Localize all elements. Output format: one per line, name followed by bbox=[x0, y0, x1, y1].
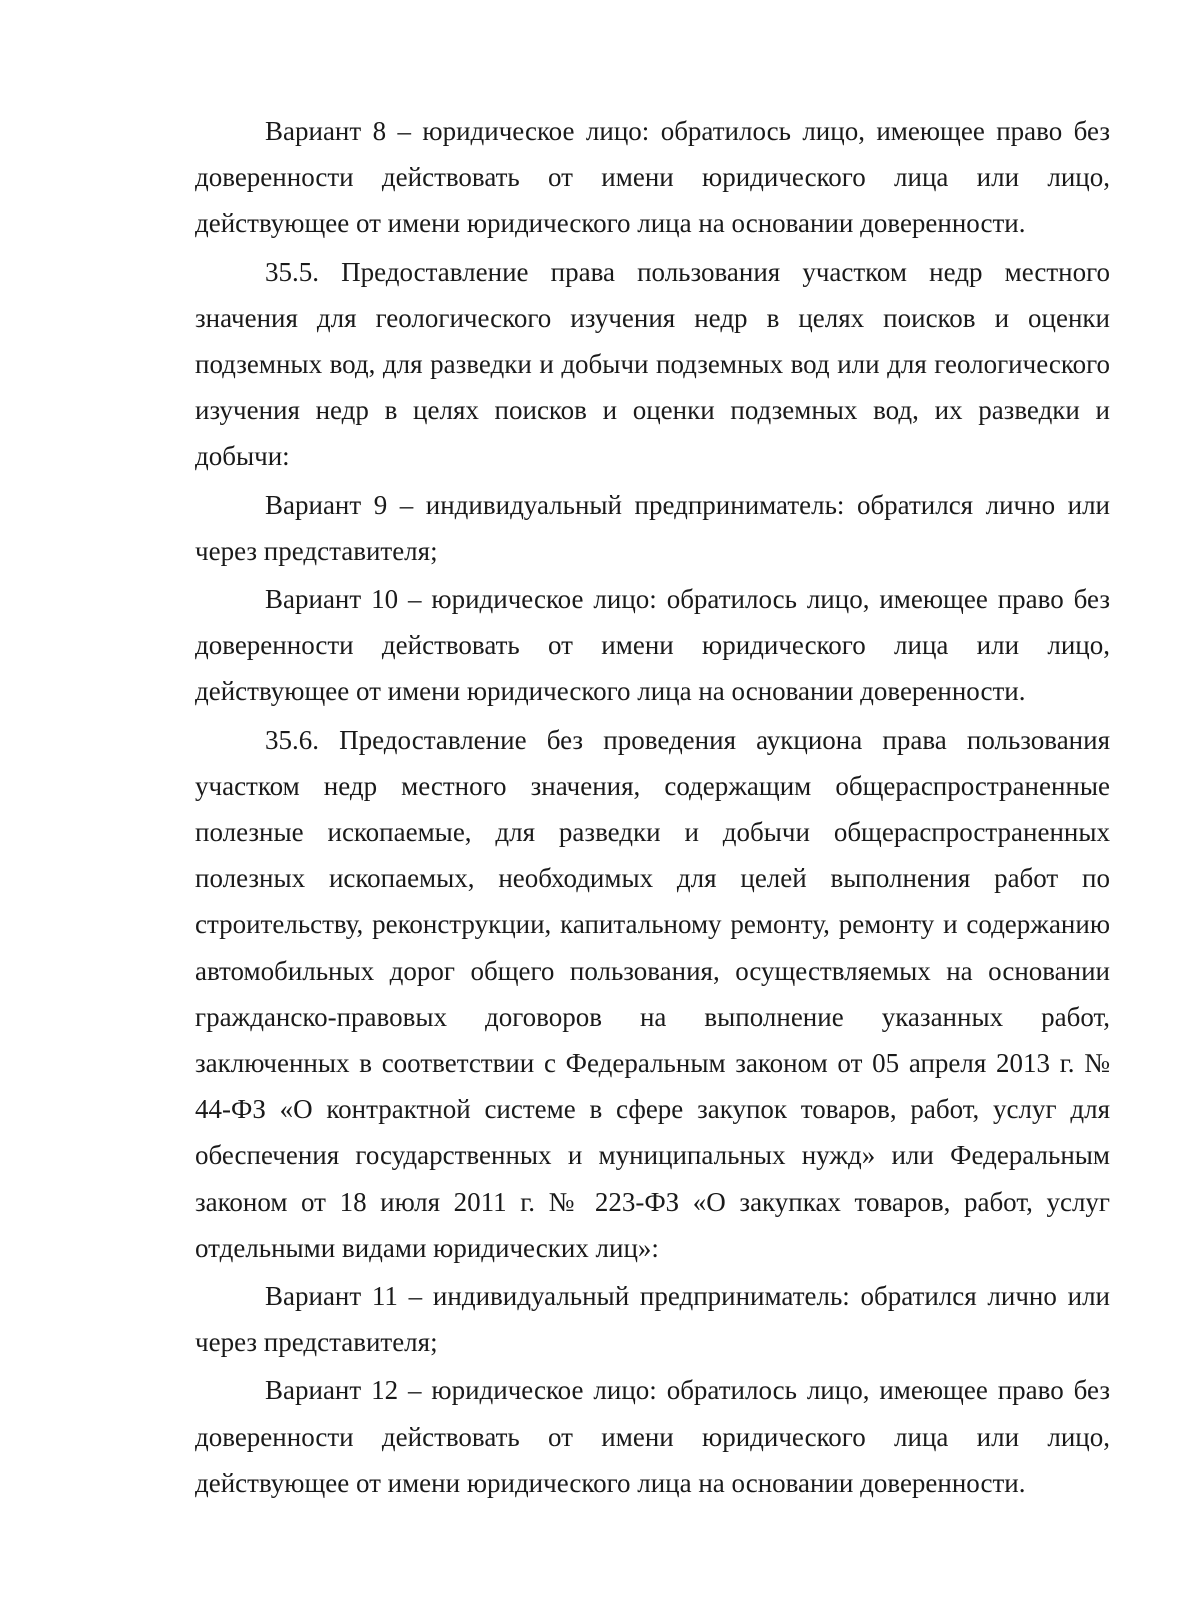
paragraph-variant-8: Вариант 8 – юридическое лицо: обратилось лицо, имеющее право без доверенности действовать от имени юридического лица или лицо, действующее от имени юридического лица на основании доверенности. bbox=[195, 116, 1110, 239]
paragraph-variant-9: Вариант 9 – индивидуальный предприниматель: обратился лично или через представителя; bbox=[195, 489, 1110, 566]
paragraph-variant-10: Вариант 10 – юридическое лицо: обратилось лицо, имеющее право без доверенности действовать от имени юридического лица или лицо, действующее от имени юридического лица на основании доверенности. bbox=[195, 584, 1110, 707]
document-body bbox=[195, 108, 1110, 1508]
paragraph-variant-11: Вариант 11 – индивидуальный предприниматель: обратился лично или через представителя; bbox=[195, 1281, 1110, 1358]
paragraph-section-35-6: 35.6. Предоставление без проведения аукциона права пользования участком недр местного значения, содержащим общераспространенные полезные ископаемые, для разведки и добычи общераспространенных полезных ископаемых, необходимых для целей выполнения работ по строительству, реконструкции, капитальному ремонту, ремонту и содержанию автомобильных дорог общего пользования, осуществляемых на основании гражданско-правовых договоров на выполнение указанных работ, заключенных в соответствии с Федеральным законом от 05 апреля 2013 г. № 44-ФЗ «О контрактной системе в сфере закупок товаров, работ, услуг для обеспечения государственных и муниципальных нужд» или Федеральным законом от 18 июля 2011 г. № 223-ФЗ «О закупках товаров, работ, услуг отдельными видами юридических лиц»: bbox=[195, 724, 1110, 1263]
paragraph-section-35-5: 35.5. Предоставление права пользования участком недр местного значения для геологического изучения недр в целях поисков и оценки подземных вод, для разведки и добычи подземных вод или для геологического изучения недр в целях поисков и оценки подземных вод, их разведки и добычи: bbox=[195, 256, 1110, 472]
paragraph-variant-12: Вариант 12 – юридическое лицо: обратилось лицо, имеющее право без доверенности действовать от имени юридического лица или лицо, действующее от имени юридического лица на основании доверенности. bbox=[195, 1375, 1110, 1498]
